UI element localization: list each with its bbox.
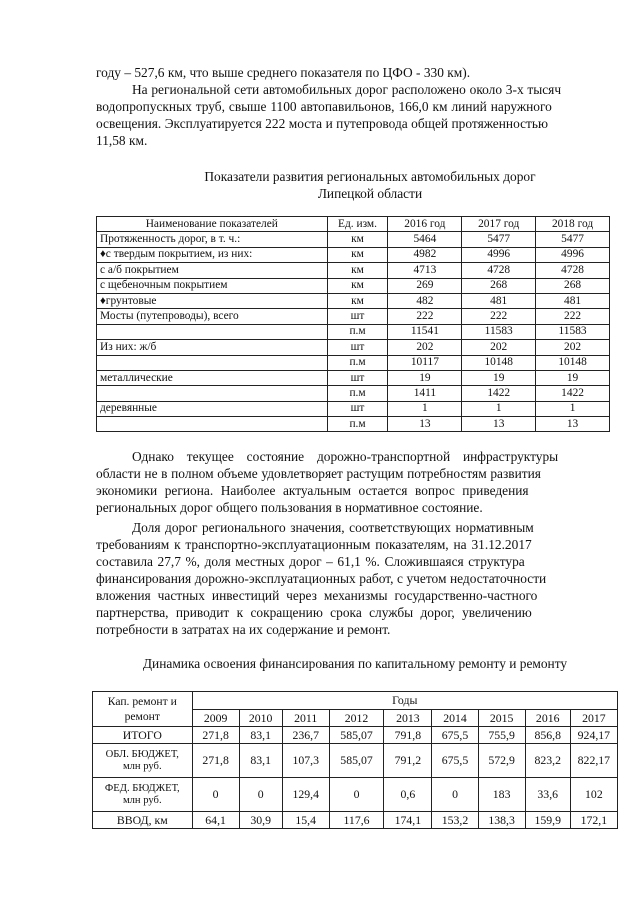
row-name: Протяженность дорог, в т. ч.: xyxy=(97,232,328,247)
row-value: 30,9 xyxy=(239,812,282,829)
table1-title-line-2: Липецкой области xyxy=(317,186,423,201)
row-value: 102 xyxy=(570,778,617,812)
row-value-2018: 1422 xyxy=(536,386,610,401)
row-value: 15,4 xyxy=(282,812,329,829)
para3-line-4: финансирования дорожно-эксплуатационных работ, с учетом недостаточности xyxy=(96,571,547,586)
row-value: 172,1 xyxy=(570,812,617,829)
corner-label-line-2: ремонт xyxy=(124,710,160,723)
table-row xyxy=(97,324,610,339)
year-cell: 2016 xyxy=(525,710,570,727)
row-value-2017: 11583 xyxy=(462,324,536,339)
row-name xyxy=(97,324,328,339)
para2-line-4: региональных дорог общего пользования в нормативное состояние. xyxy=(96,500,483,515)
table-row xyxy=(97,278,610,293)
row-name: деревянные xyxy=(97,401,328,416)
row-value: 64,1 xyxy=(192,812,239,829)
row-value-2016: 11541 xyxy=(388,324,462,339)
row-unit: км xyxy=(327,232,388,247)
row-unit: п.м xyxy=(327,324,388,339)
row-value: 791,2 xyxy=(384,744,432,778)
table-row xyxy=(93,812,618,829)
row-value-2017: 1 xyxy=(462,401,536,416)
row-value: 856,8 xyxy=(525,727,570,744)
row-value: 83,1 xyxy=(239,727,282,744)
row-unit: км xyxy=(327,263,388,278)
row-value-2016: 4713 xyxy=(388,263,462,278)
row-value: 236,7 xyxy=(282,727,329,744)
row-value-2016: 1411 xyxy=(388,386,462,401)
para3-line-3: составила 27,7 %, доля местных дорог – 61,1 %. Сложившаяся структура xyxy=(96,554,525,569)
intro-line-5: 11,58 км. xyxy=(96,133,148,148)
row-value-2016: 269 xyxy=(388,278,462,293)
row-value: 174,1 xyxy=(384,812,432,829)
row-name xyxy=(97,386,328,401)
row-value-2017: 222 xyxy=(462,309,536,324)
year-cell: 2011 xyxy=(282,710,329,727)
table-row xyxy=(97,232,610,247)
row-value: 0 xyxy=(192,778,239,812)
header-indicator-name: Наименование показателей xyxy=(97,217,328,232)
row-value-2018: 4728 xyxy=(536,263,610,278)
row-value-2018: 222 xyxy=(536,309,610,324)
row-unit: п.м xyxy=(327,386,388,401)
table-row xyxy=(97,401,610,416)
row-value: 0 xyxy=(432,778,478,812)
row-value-2018: 19 xyxy=(536,370,610,385)
row-label-line-1: ОБЛ. БЮДЖЕТ, xyxy=(105,748,179,760)
intro-line-4: освещения. Эксплуатируется 222 моста и путепровода общей протяженностью xyxy=(96,116,549,131)
row-value-2016: 1 xyxy=(388,401,462,416)
corner-label-line-1: Кап. ремонт и xyxy=(107,695,177,708)
row-value: 924,17 xyxy=(570,727,617,744)
row-value-2018: 481 xyxy=(536,293,610,308)
row-value: 33,6 xyxy=(525,778,570,812)
para3-line-6: партнерства, приводит к сокращению срока службы дорог, увеличению xyxy=(96,605,532,620)
row-value: 153,2 xyxy=(432,812,478,829)
row-value-2017: 481 xyxy=(462,293,536,308)
para3-line-5: вложения частных инвестиций через механизмы государственно-частного xyxy=(96,588,538,603)
row-value-2017: 268 xyxy=(462,278,536,293)
row-label-line-1: ФЕД. БЮДЖЕТ, xyxy=(104,782,180,794)
year-cell: 2009 xyxy=(192,710,239,727)
row-value-2016: 10117 xyxy=(388,355,462,370)
year-cell: 2015 xyxy=(478,710,525,727)
row-value-2018: 268 xyxy=(536,278,610,293)
row-unit: шт xyxy=(327,309,388,324)
para3-line-1: Доля дорог регионального значения, соответствующих нормативным xyxy=(132,520,534,535)
row-value: 791,8 xyxy=(384,727,432,744)
row-value-2018: 5477 xyxy=(536,232,610,247)
row-value-2018: 4996 xyxy=(536,247,610,262)
table-row xyxy=(97,417,610,432)
row-name: Мосты (путепроводы), всего xyxy=(97,309,328,324)
row-name: с щебеночным покрытием xyxy=(97,278,328,293)
intro-line-2: На региональной сети автомобильных дорог расположено около 3-х тысяч xyxy=(132,82,562,97)
row-value-2016: 202 xyxy=(388,340,462,355)
table-row xyxy=(97,293,610,308)
row-value-2016: 4982 xyxy=(388,247,462,262)
table-row xyxy=(97,355,610,370)
row-name: Из них: ж/б xyxy=(97,340,328,355)
header-unit: Ед. изм. xyxy=(327,217,388,232)
row-value: 675,5 xyxy=(432,727,478,744)
row-value-2016: 482 xyxy=(388,293,462,308)
para2-line-1: Однако текущее состояние дорожно-транспортной инфраструктуры xyxy=(132,449,559,464)
row-value-2017: 4996 xyxy=(462,247,536,262)
intro-line-3: водопропускных труб, свыше 1100 автопавильонов, 166,0 км линий наружного xyxy=(96,99,552,114)
row-value-2017: 4728 xyxy=(462,263,536,278)
row-value: 0 xyxy=(239,778,282,812)
row-value-2017: 202 xyxy=(462,340,536,355)
row-label: ВВОД, км xyxy=(93,812,193,829)
row-label xyxy=(93,778,193,812)
header-2018: 2018 год xyxy=(536,217,610,232)
header-2016: 2016 год xyxy=(388,217,462,232)
row-value-2017: 5477 xyxy=(462,232,536,247)
row-unit: км xyxy=(327,247,388,262)
year-cell: 2014 xyxy=(432,710,478,727)
para2-line-3: экономики региона. Наиболее актуальным остается вопрос приведения xyxy=(96,483,529,498)
row-label-line-2: млн руб. xyxy=(122,760,162,772)
year-cell: 2017 xyxy=(570,710,617,727)
table-row xyxy=(97,247,610,262)
financing-dynamics-table xyxy=(92,691,618,829)
row-value-2017: 1422 xyxy=(462,386,536,401)
para3-line-2: требованиям к транспортно-эксплуатационным показателям, на 31.12.2017 xyxy=(96,537,532,552)
row-value-2018: 202 xyxy=(536,340,610,355)
intro-line-1: году – 527,6 км, что выше среднего показателя по ЦФО - 330 км). xyxy=(96,65,471,80)
table2-title: Динамика освоения финансирования по капитальному ремонту и ремонту xyxy=(142,656,568,671)
row-value-2018: 11583 xyxy=(536,324,610,339)
table-header-row xyxy=(97,217,610,232)
row-value: 0 xyxy=(329,778,383,812)
row-value: 0,6 xyxy=(384,778,432,812)
row-value: 585,07 xyxy=(329,727,383,744)
row-value-2017: 13 xyxy=(462,417,536,432)
row-value: 83,1 xyxy=(239,744,282,778)
row-value: 271,8 xyxy=(192,744,239,778)
row-unit: п.м xyxy=(327,417,388,432)
row-name: ♦грунтовые xyxy=(97,293,328,308)
para3-line-7: потребности в затратах на их содержание и ремонт. xyxy=(96,622,391,637)
row-unit: км xyxy=(327,293,388,308)
row-unit: шт xyxy=(327,401,388,416)
row-label-line-2: млн руб. xyxy=(122,794,162,806)
row-value-2016: 222 xyxy=(388,309,462,324)
row-name: с а/б покрытием xyxy=(97,263,328,278)
row-label xyxy=(93,744,193,778)
table-row xyxy=(97,263,610,278)
row-value: 138,3 xyxy=(478,812,525,829)
row-value-2018: 1 xyxy=(536,401,610,416)
row-unit: км xyxy=(327,278,388,293)
row-value-2017: 19 xyxy=(462,370,536,385)
para2-line-2: области не в полном объеме удовлетворяет растущим потребностям развития xyxy=(96,466,541,481)
table-row xyxy=(93,744,618,778)
row-label: ИТОГО xyxy=(93,727,193,744)
row-unit: шт xyxy=(327,340,388,355)
year-cell: 2010 xyxy=(239,710,282,727)
corner-label xyxy=(93,692,193,727)
row-name: металлические xyxy=(97,370,328,385)
row-name xyxy=(97,355,328,370)
row-value: 129,4 xyxy=(282,778,329,812)
row-value-2016: 5464 xyxy=(388,232,462,247)
row-value-2016: 13 xyxy=(388,417,462,432)
row-value-2016: 19 xyxy=(388,370,462,385)
row-value: 271,8 xyxy=(192,727,239,744)
header-2017: 2017 год xyxy=(462,217,536,232)
row-unit: п.м xyxy=(327,355,388,370)
row-value-2018: 13 xyxy=(536,417,610,432)
row-value: 675,5 xyxy=(432,744,478,778)
year-cell: 2012 xyxy=(329,710,383,727)
table-row xyxy=(93,727,618,744)
year-cell: 2013 xyxy=(384,710,432,727)
row-value: 823,2 xyxy=(525,744,570,778)
table-row xyxy=(93,778,618,812)
row-value: 107,3 xyxy=(282,744,329,778)
row-name: ♦с твердым покрытием, из них: xyxy=(97,247,328,262)
row-value: 585,07 xyxy=(329,744,383,778)
years-label: Годы xyxy=(192,692,617,710)
row-value: 183 xyxy=(478,778,525,812)
row-value: 117,6 xyxy=(329,812,383,829)
row-value: 159,9 xyxy=(525,812,570,829)
row-unit: шт xyxy=(327,370,388,385)
row-name xyxy=(97,417,328,432)
row-value-2017: 10148 xyxy=(462,355,536,370)
row-value: 572,9 xyxy=(478,744,525,778)
row-value: 755,9 xyxy=(478,727,525,744)
table-row xyxy=(97,386,610,401)
row-value-2018: 10148 xyxy=(536,355,610,370)
table-row xyxy=(97,340,610,355)
table-row xyxy=(97,370,610,385)
table1-title-line-1: Показатели развития региональных автомобильных дорог xyxy=(204,169,536,184)
row-value: 822,17 xyxy=(570,744,617,778)
table-row xyxy=(97,309,610,324)
table-header-row xyxy=(93,692,618,710)
road-indicators-table xyxy=(96,216,610,432)
